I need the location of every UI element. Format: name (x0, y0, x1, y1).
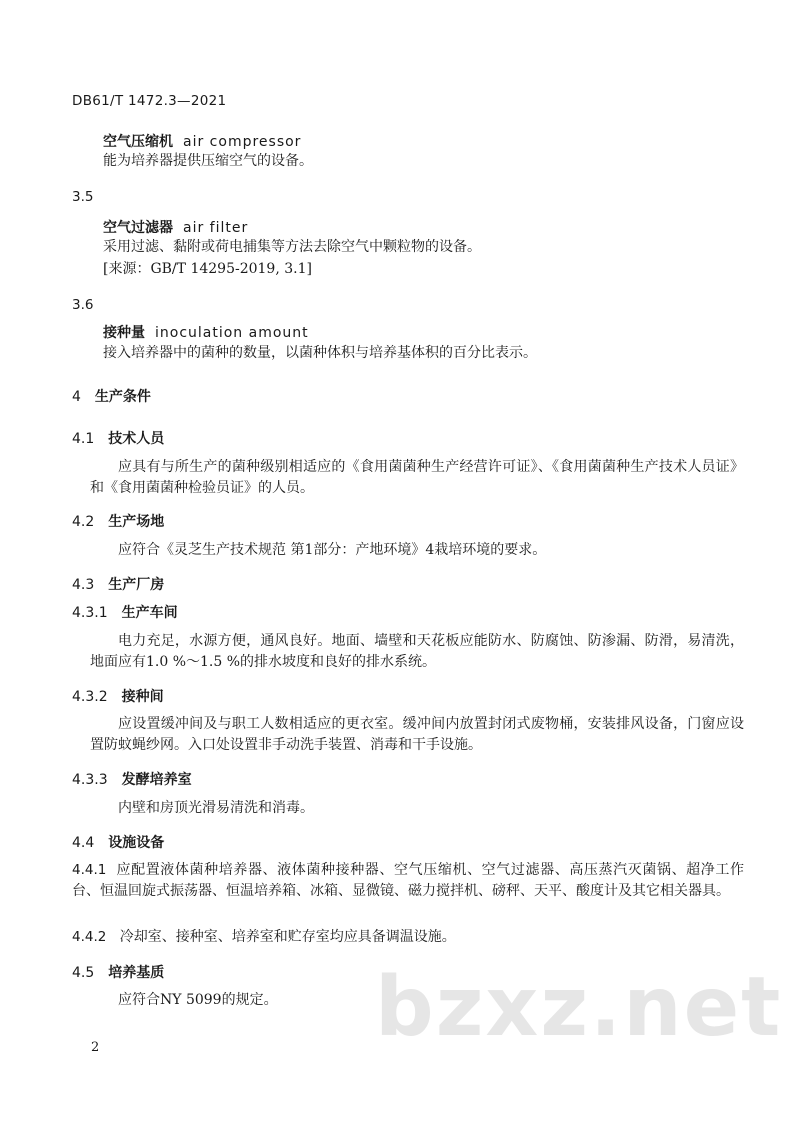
section-heading-4-3-1: 4.3.1 生产车间 (72, 605, 178, 621)
term-cn: 空气压缩机 (103, 134, 173, 150)
page-number: 2 (91, 1040, 100, 1055)
section-heading-4-3-2: 4.3.2 接种间 (72, 689, 164, 705)
term-definition: 采用过滤、黏附或荷电捕集等方法去除空气中颗粒物的设备。 (103, 239, 481, 255)
term-en: air compressor (183, 134, 302, 150)
term-en: air filter (183, 220, 249, 236)
term-source: [来源：GB/T 14295-2019, 3.1] (103, 261, 312, 277)
term-inoculation-amount (103, 322, 309, 342)
term-air-filter (103, 217, 248, 237)
document-id: DB61/T 1472.3—2021 (72, 93, 227, 109)
term-definition: 接入培养器中的菌种的数量，以菌种体积与培养基体积的百分比表示。 (103, 345, 537, 361)
term-air-compressor (103, 131, 301, 151)
paragraph-inoculation-room: 应设置缓冲间及与职工人数相适应的更衣室。缓冲间内放置封闭式废物桶，安装排风设备，门窗应设置防蚊蝇纱网。入口处设置非手动洗手装置、消毒和干手设施。 (90, 716, 744, 753)
term-definition: 能为培养器提供压缩空气的设备。 (103, 153, 313, 169)
paragraph-technical-personnel: 应具有与所生产的菌种级别相适应的《食用菌菌种生产经营许可证》、《食用菌菌种生产技术人员证》和《食用菌菌种检验员证》的人员。 (90, 459, 744, 496)
paragraph-4-4-2: 4.4.2 冷却室、接种室、培养室和贮存室均应具备调温设施。 (72, 929, 456, 945)
paragraph-production-site: 应符合《灵芝生产技术规范 第1部分：产地环境》4栽培环境的要求。 (118, 542, 547, 558)
term-en: inoculation amount (155, 325, 309, 341)
section-heading-4-1: 4.1 技术人员 (72, 431, 165, 447)
term-cn: 接种量 (103, 325, 145, 341)
paragraph-production-workshop: 电力充足，水源方便，通风良好。地面、墙壁和天花板应能防水、防腐蚀、防渗漏、防滑，易清洗，地面应有1.0 %～1.5 %的排水坡度和良好的排水系统。 (90, 633, 744, 670)
paragraph-4-4-1: 4.4.1 应配置液体菌种培养器、液体菌种接种器、空气压缩机、空气过滤器、高压蒸汽灭菌锅、超净工作台、恒温回旋式振荡器、恒温培养箱、冰箱、显微镜、磁力搅拌机、磅秤、天平、酸度计及其它相关器具。 (72, 862, 745, 899)
paragraph-culture-substrate: 应符合NY 5099的规定。 (118, 992, 278, 1008)
clause-number: 3.6 (72, 297, 94, 313)
clause-number: 3.5 (72, 189, 94, 205)
section-heading-4: 4 生产条件 (72, 389, 151, 405)
section-heading-4-4: 4.4 设施设备 (72, 835, 165, 851)
section-heading-4-2: 4.2 生产场地 (72, 514, 165, 530)
clause-number: 4.4.2 (72, 929, 107, 945)
clause-number: 4.4.1 (72, 862, 107, 878)
term-cn: 空气过滤器 (103, 220, 173, 236)
section-heading-4-3: 4.3 生产厂房 (72, 577, 165, 593)
watermark-logo: bzxz.net (375, 960, 783, 1055)
section-heading-4-5: 4.5 培养基质 (72, 965, 165, 981)
section-heading-4-3-3: 4.3.3 发酵培养室 (72, 772, 192, 788)
paragraph-fermentation-room: 内壁和房顶光滑易清洗和消毒。 (118, 800, 314, 816)
